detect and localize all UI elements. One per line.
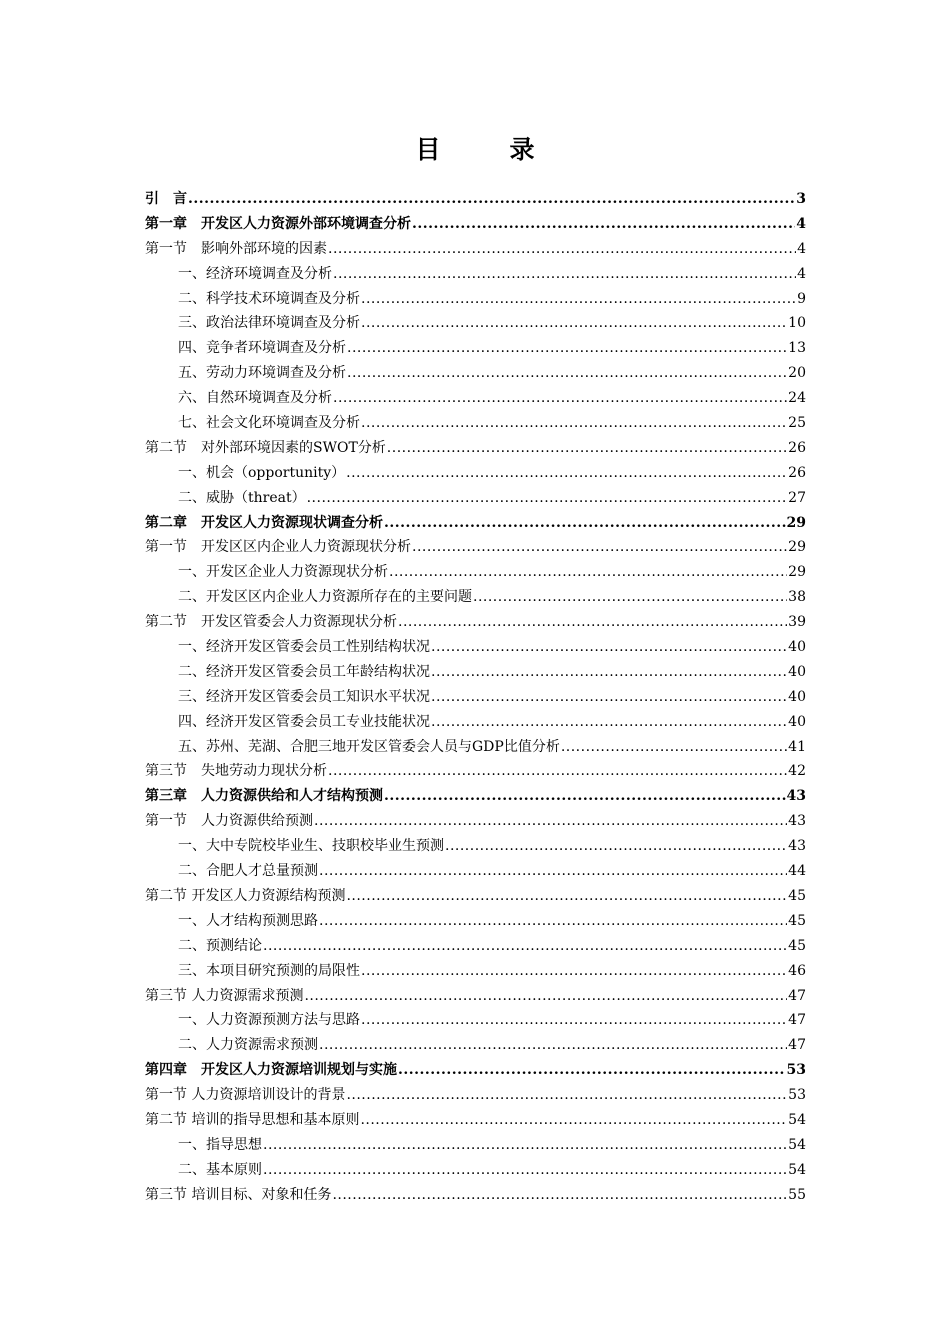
toc-entry-label: 第一章 开发区人力资源外部环境调查分析 bbox=[145, 215, 411, 232]
dot-leader bbox=[314, 813, 787, 829]
toc-chapter-entry[interactable] bbox=[145, 1059, 806, 1084]
toc-section-entry[interactable] bbox=[145, 437, 806, 462]
toc-page-number: 4 bbox=[797, 240, 806, 257]
toc-subsection-entry[interactable] bbox=[145, 960, 806, 985]
toc-page-number: 40 bbox=[788, 688, 806, 705]
toc-entry-label: 第一节 人力资源培训设计的背景 bbox=[145, 1087, 346, 1104]
toc-chapter-entry[interactable] bbox=[145, 213, 806, 238]
toc-entry-label: 第三节 失地劳动力现状分析 bbox=[145, 763, 327, 780]
toc-page-number: 39 bbox=[788, 614, 806, 631]
dot-leader bbox=[319, 1037, 787, 1053]
toc-subsection-entry[interactable] bbox=[145, 1134, 806, 1159]
toc-page-number: 4 bbox=[796, 215, 806, 232]
toc-subsection-entry[interactable] bbox=[145, 561, 806, 586]
toc-chapter-entry[interactable] bbox=[145, 785, 806, 810]
dot-leader bbox=[328, 763, 787, 779]
dot-leader bbox=[263, 1137, 787, 1153]
toc-entry-label: 第三节 培训目标、对象和任务 bbox=[145, 1186, 332, 1203]
toc-entry-label: 五、苏州、芜湖、合肥三地开发区管委会人员与GDP比值分析 bbox=[178, 738, 560, 755]
dot-leader bbox=[387, 440, 787, 456]
dot-leader bbox=[561, 739, 787, 755]
toc-section-entry[interactable] bbox=[145, 810, 806, 835]
toc-entry-label: 第四章 开发区人力资源培训规划与实施 bbox=[145, 1062, 397, 1079]
toc-page-number: 13 bbox=[788, 340, 806, 357]
toc-subsection-entry[interactable] bbox=[145, 362, 806, 387]
dot-leader bbox=[304, 988, 787, 1004]
dot-leader bbox=[412, 539, 787, 555]
dot-leader bbox=[431, 689, 787, 705]
toc-entry-label: 第一节 人力资源供给预测 bbox=[145, 813, 313, 830]
toc-entry-label: 一、经济环境调查及分析 bbox=[178, 265, 332, 282]
dot-leader bbox=[347, 365, 787, 381]
dot-leader bbox=[332, 1187, 787, 1203]
toc-subsection-entry[interactable] bbox=[145, 387, 806, 412]
toc-page-number: 55 bbox=[788, 1186, 806, 1203]
toc-page-number: 27 bbox=[788, 489, 806, 506]
toc-page-number: 29 bbox=[786, 514, 806, 531]
toc-subsection-entry[interactable] bbox=[145, 661, 806, 686]
toc-section-entry[interactable] bbox=[145, 611, 806, 636]
toc-page-number: 40 bbox=[788, 663, 806, 680]
toc-page-number: 54 bbox=[788, 1161, 806, 1178]
toc-entry-label: 四、经济开发区管委会员工专业技能状况 bbox=[178, 713, 430, 730]
toc-entry-label: 二、预测结论 bbox=[178, 937, 262, 954]
toc-entry-label: 三、本项目研究预测的局限性 bbox=[178, 962, 360, 979]
toc-entry-label: 第二节 对外部环境因素的SWOT分析 bbox=[145, 439, 386, 456]
toc-page-number: 24 bbox=[788, 390, 806, 407]
toc-entry-label: 第二节 培训的指导思想和基本原则 bbox=[145, 1111, 360, 1128]
toc-entry-label: 七、社会文化环境调查及分析 bbox=[178, 415, 360, 432]
toc-section-entry[interactable] bbox=[145, 238, 806, 263]
toc-entry-label: 第二章 开发区人力资源现状调查分析 bbox=[145, 514, 383, 531]
toc-subsection-entry[interactable] bbox=[145, 412, 806, 437]
toc-entry-label: 二、威胁（threat） bbox=[178, 489, 306, 506]
toc-entry-label: 引 言 bbox=[145, 191, 187, 207]
toc-page-number: 40 bbox=[788, 713, 806, 730]
toc-entry-label: 二、科学技术环境调查及分析 bbox=[178, 290, 360, 307]
toc-entry-label: 第三章 人力资源供给和人才结构预测 bbox=[145, 788, 383, 805]
dot-leader bbox=[361, 415, 787, 431]
toc-subsection-entry[interactable] bbox=[145, 935, 806, 960]
toc-entry-label: 第二节 开发区人力资源结构预测 bbox=[145, 887, 346, 904]
toc-page-number: 9 bbox=[797, 290, 806, 307]
toc-entry-label: 第二节 开发区管委会人力资源现状分析 bbox=[145, 614, 397, 631]
dot-leader bbox=[398, 614, 787, 630]
toc-entry-label: 一、人才结构预测思路 bbox=[178, 912, 318, 929]
dot-leader bbox=[346, 465, 787, 481]
toc-entry-label: 六、自然环境调查及分析 bbox=[178, 390, 332, 407]
dot-leader bbox=[188, 191, 795, 207]
toc-page-number: 29 bbox=[788, 539, 806, 556]
dot-leader bbox=[319, 913, 787, 929]
toc-section-entry[interactable] bbox=[145, 1109, 806, 1134]
toc-subsection-entry[interactable] bbox=[145, 835, 806, 860]
toc-entry-label: 第一节 开发区区内企业人力资源现状分析 bbox=[145, 539, 411, 556]
dot-leader bbox=[346, 1087, 787, 1103]
toc-page-number: 3 bbox=[796, 191, 806, 207]
dot-leader bbox=[347, 340, 787, 356]
toc-section-entry[interactable] bbox=[145, 1184, 806, 1209]
toc-subsection-entry[interactable] bbox=[145, 711, 806, 736]
dot-leader bbox=[361, 315, 787, 331]
dot-leader bbox=[360, 1112, 787, 1128]
toc-page-number: 26 bbox=[788, 464, 806, 481]
toc-entry-label: 一、经济开发区管委会员工性别结构状况 bbox=[178, 639, 430, 656]
toc-page-number: 29 bbox=[788, 564, 806, 581]
dot-leader bbox=[263, 938, 787, 954]
toc-chapter-entry[interactable] bbox=[145, 188, 806, 213]
toc-chapter-entry[interactable] bbox=[145, 512, 806, 537]
dot-leader bbox=[361, 1012, 787, 1028]
toc-subsection-entry[interactable] bbox=[145, 288, 806, 313]
dot-leader bbox=[328, 241, 796, 257]
dot-leader bbox=[398, 1062, 786, 1078]
toc-entry-label: 第一节 影响外部环境的因素 bbox=[145, 240, 327, 257]
toc-subsection-entry[interactable] bbox=[145, 462, 806, 487]
toc-page-number: 25 bbox=[788, 415, 806, 432]
toc-subsection-entry[interactable] bbox=[145, 736, 806, 761]
table-of-contents bbox=[145, 188, 806, 1209]
toc-page-number: 47 bbox=[788, 987, 806, 1004]
dot-leader bbox=[473, 589, 787, 605]
toc-page-number: 38 bbox=[788, 589, 806, 606]
toc-subsection-entry[interactable] bbox=[145, 1159, 806, 1184]
toc-page-number: 41 bbox=[788, 738, 806, 755]
toc-page-number: 43 bbox=[788, 813, 806, 830]
toc-section-entry[interactable] bbox=[145, 885, 806, 910]
toc-page-number: 46 bbox=[788, 962, 806, 979]
dot-leader bbox=[431, 714, 787, 730]
toc-section-entry[interactable] bbox=[145, 536, 806, 561]
toc-page-number: 20 bbox=[788, 365, 806, 382]
toc-entry-label: 三、政治法律环境调查及分析 bbox=[178, 315, 360, 332]
toc-subsection-entry[interactable] bbox=[145, 312, 806, 337]
dot-leader bbox=[361, 963, 787, 979]
toc-entry-label: 三、经济开发区管委会员工知识水平状况 bbox=[178, 688, 430, 705]
dot-leader bbox=[384, 788, 786, 804]
toc-subsection-entry[interactable] bbox=[145, 636, 806, 661]
toc-page-number: 45 bbox=[788, 912, 806, 929]
toc-entry-label: 一、指导思想 bbox=[178, 1136, 262, 1153]
dot-leader bbox=[263, 1162, 787, 1178]
toc-page-number: 26 bbox=[788, 439, 806, 456]
toc-page-number: 44 bbox=[788, 863, 806, 880]
toc-subsection-entry[interactable] bbox=[145, 487, 806, 512]
toc-page-number: 54 bbox=[788, 1111, 806, 1128]
dot-leader bbox=[361, 291, 796, 307]
toc-page-number: 54 bbox=[788, 1136, 806, 1153]
toc-page-number: 43 bbox=[786, 788, 806, 805]
toc-entry-label: 一、开发区企业人力资源现状分析 bbox=[178, 564, 388, 581]
page-title: 目 录 bbox=[415, 135, 557, 164]
toc-page-number: 47 bbox=[788, 1037, 806, 1054]
toc-section-entry[interactable] bbox=[145, 1084, 806, 1109]
toc-entry-label: 一、大中专院校毕业生、技职校毕业生预测 bbox=[178, 838, 444, 855]
toc-subsection-entry[interactable] bbox=[145, 263, 806, 288]
toc-entry-label: 一、人力资源预测方法与思路 bbox=[178, 1012, 360, 1029]
toc-page-number: 4 bbox=[797, 265, 806, 282]
toc-entry-label: 第三节 人力资源需求预测 bbox=[145, 987, 304, 1004]
dot-leader bbox=[307, 490, 788, 506]
toc-page-number: 40 bbox=[788, 639, 806, 656]
dot-leader bbox=[431, 664, 787, 680]
toc-subsection-entry[interactable] bbox=[145, 1009, 806, 1034]
toc-page-number: 43 bbox=[788, 838, 806, 855]
toc-page-number: 53 bbox=[788, 1087, 806, 1104]
dot-leader bbox=[412, 216, 795, 232]
dot-leader bbox=[384, 515, 786, 531]
dot-leader bbox=[319, 863, 787, 879]
dot-leader bbox=[445, 838, 787, 854]
toc-subsection-entry[interactable] bbox=[145, 337, 806, 362]
dot-leader bbox=[346, 888, 787, 904]
toc-subsection-entry[interactable] bbox=[145, 586, 806, 611]
toc-entry-label: 二、开发区区内企业人力资源所存在的主要问题 bbox=[178, 589, 472, 606]
toc-page-number: 47 bbox=[788, 1012, 806, 1029]
toc-subsection-entry[interactable] bbox=[145, 860, 806, 885]
toc-page-number: 10 bbox=[788, 315, 806, 332]
toc-entry-label: 五、劳动力环境调查及分析 bbox=[178, 365, 346, 382]
toc-page-number: 53 bbox=[786, 1062, 806, 1079]
dot-leader bbox=[333, 390, 787, 406]
toc-entry-label: 二、基本原则 bbox=[178, 1161, 262, 1178]
toc-entry-label: 二、人力资源需求预测 bbox=[178, 1037, 318, 1054]
dot-leader bbox=[389, 564, 787, 580]
dot-leader bbox=[333, 266, 796, 282]
toc-entry-label: 二、经济开发区管委会员工年龄结构状况 bbox=[178, 663, 430, 680]
toc-page-number: 42 bbox=[788, 763, 806, 780]
dot-leader bbox=[431, 639, 787, 655]
toc-entry-label: 四、竞争者环境调查及分析 bbox=[178, 340, 346, 357]
toc-entry-label: 一、机会（opportunity） bbox=[178, 464, 346, 481]
toc-entry-label: 二、合肥人才总量预测 bbox=[178, 863, 318, 880]
toc-subsection-entry[interactable] bbox=[145, 910, 806, 935]
toc-section-entry[interactable] bbox=[145, 985, 806, 1010]
toc-subsection-entry[interactable] bbox=[145, 686, 806, 711]
toc-page-number: 45 bbox=[788, 887, 806, 904]
toc-section-entry[interactable] bbox=[145, 760, 806, 785]
toc-subsection-entry[interactable] bbox=[145, 1034, 806, 1059]
toc-page-number: 45 bbox=[788, 937, 806, 954]
